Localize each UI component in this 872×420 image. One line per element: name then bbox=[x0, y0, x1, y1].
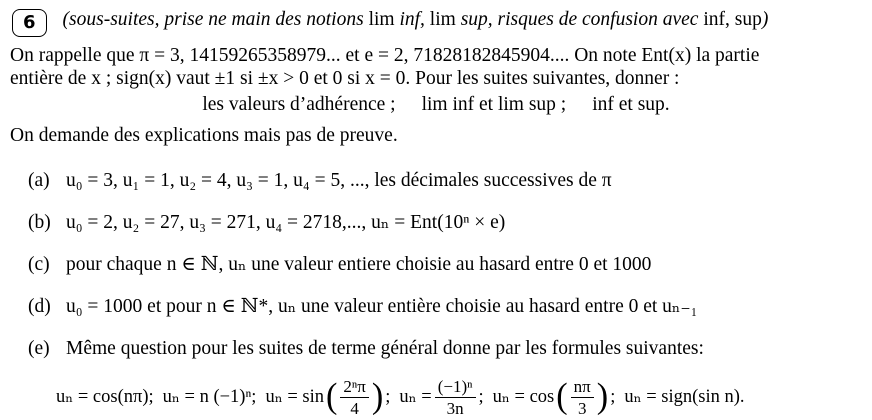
header-text-italic-1: (sous-suites, prise ne main des notions bbox=[62, 9, 369, 30]
item-c-text: pour chaque n ∈ ℕ, uₙ une valeur entiere choisie au hasard entre 0 et 1000 bbox=[66, 254, 652, 275]
item-a-text: u₀ = 3, u₁ = 1, u₂ = 4, u₃ = 1, u₄ = 5, ..., les décimales successives de π bbox=[66, 170, 612, 191]
left-paren: ( bbox=[556, 377, 568, 417]
right-paren: ) bbox=[371, 377, 384, 417]
formula-minus1n-over-3n bbox=[399, 377, 483, 418]
header-text-italic-2: inf, bbox=[394, 9, 430, 30]
fraction-2npi-4 bbox=[340, 377, 368, 418]
exercise-number: 6 bbox=[23, 12, 36, 33]
item-c bbox=[10, 253, 862, 276]
formula-frac-suffix: ; bbox=[478, 387, 484, 408]
requested-adherence-values: les valeurs d’adhérence ; bbox=[202, 94, 396, 115]
formulas-line bbox=[10, 377, 862, 418]
fraction-denominator: 4 bbox=[350, 399, 359, 419]
exercise-header bbox=[10, 8, 862, 37]
left-paren: ( bbox=[325, 377, 338, 417]
intro-line-2: entière de x ; sign(x) vaut ±1 si ±x > 0 et 0 si x = 0. Pour les suites suivantes, donner : bbox=[10, 68, 680, 89]
item-b bbox=[10, 211, 862, 234]
right-paren: ) bbox=[596, 377, 609, 417]
formula-sign-sin-n: uₙ = sign(sin n). bbox=[624, 387, 745, 408]
formula-cos-npi: uₙ = cos(nπ); bbox=[56, 387, 154, 408]
fraction-numerator: 2ⁿπ bbox=[340, 377, 368, 398]
item-e-text: Même question pour les suites de terme général donne par les formules suivantes: bbox=[66, 338, 704, 359]
formula-cos-npi-over-3 bbox=[493, 377, 616, 418]
intro-line-1: On rappelle que π = 3, 14159265358979... et e = 2, 71828182845904.... On note Ent(x) la partie bbox=[10, 45, 760, 66]
header-text-italic-4: ) bbox=[761, 9, 769, 30]
formula-n-minus1-pow-n: uₙ = n (−1)ⁿ; bbox=[162, 387, 257, 408]
item-b-label: (b) bbox=[28, 212, 51, 233]
formula-cos-prefix: uₙ = cos bbox=[492, 387, 555, 408]
fraction-minus1n-3n bbox=[435, 377, 476, 418]
requested-inf-sup: inf et sup. bbox=[592, 94, 670, 115]
fraction-denominator: 3 bbox=[577, 399, 587, 419]
header-text-italic-3: sup, risques de confusion avec bbox=[455, 9, 704, 30]
item-b-text: u₀ = 2, u₂ = 27, u₃ = 271, u₄ = 2718,..., uₙ = Ent(10ⁿ × e) bbox=[66, 212, 506, 233]
fraction-npi-3 bbox=[571, 377, 594, 418]
intro-paragraph bbox=[10, 44, 862, 90]
requested-liminf-limsup: lim inf et lim sup ; bbox=[421, 94, 567, 115]
item-c-label: (c) bbox=[28, 254, 50, 275]
header-text-roman-3: inf, sup bbox=[703, 9, 762, 30]
item-e bbox=[10, 337, 862, 360]
item-a bbox=[10, 169, 862, 192]
formula-sin-2npi-over-4 bbox=[265, 377, 390, 418]
header-text-roman-1: lim bbox=[368, 9, 395, 30]
item-d bbox=[10, 295, 862, 318]
item-d-label: (d) bbox=[28, 296, 51, 317]
header-text-roman-2: lim bbox=[429, 9, 456, 30]
formula-sin-suffix: ; bbox=[385, 387, 391, 408]
fraction-denominator: 3n bbox=[446, 399, 464, 419]
formula-frac-prefix: uₙ = bbox=[399, 387, 432, 408]
formula-cos-suffix: ; bbox=[610, 387, 616, 408]
item-a-label: (a) bbox=[28, 170, 50, 191]
exercise-number-box bbox=[12, 9, 47, 37]
note-line: On demande des explications mais pas de preuve. bbox=[10, 125, 398, 146]
items-list bbox=[10, 169, 862, 360]
formula-sin-prefix: uₙ = sin bbox=[265, 387, 324, 408]
fraction-numerator: (−1)ⁿ bbox=[435, 377, 476, 398]
item-e-label: (e) bbox=[28, 338, 50, 359]
requested-values-line bbox=[10, 93, 862, 116]
fraction-numerator: nπ bbox=[571, 377, 594, 398]
item-d-text: u₀ = 1000 et pour n ∈ ℕ*, uₙ une valeur entière choisie au hasard entre 0 et uₙ₋₁ bbox=[66, 296, 698, 317]
